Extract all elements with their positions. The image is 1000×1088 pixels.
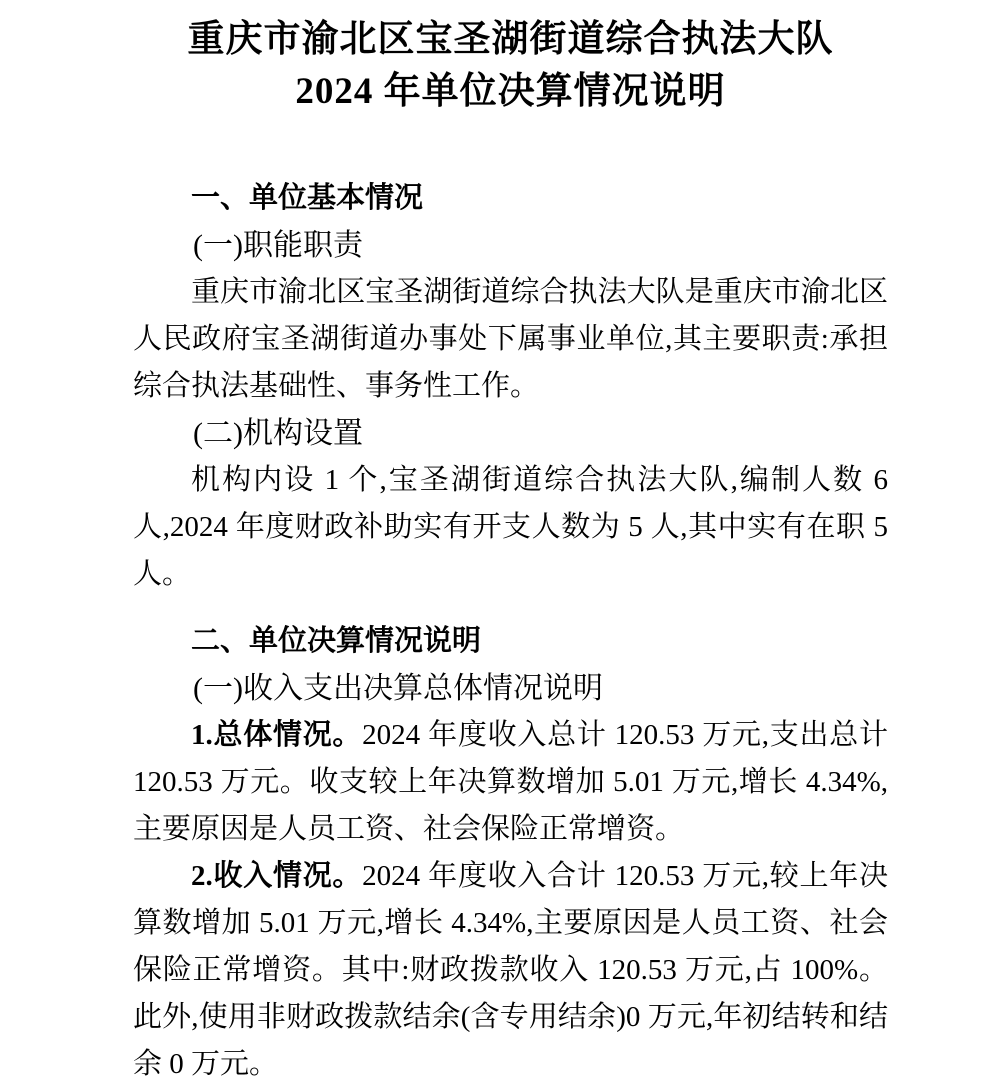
paragraph-overall-situation-text: 2024 年度收入总计 120.53 万元,支出总计 120.53 万元。收支较上年决算数增加 5.01 万元,增长 4.34%,主要原因是人员工资、社会保险正常增资。 xyxy=(133,719,888,845)
paragraph-income-situation-lead: 2.收入情况。 xyxy=(191,860,363,892)
sub-heading-income-expenditure-overview: (一)收入支出决算总体情况说明 xyxy=(193,672,603,705)
paragraph-duties: 重庆市渝北区宝圣湖街道综合执法大队是重庆市渝北区人民政府宝圣湖街道办事处下属事业单位,其主要职责:承担综合执法基础性、事务性工作。 xyxy=(133,276,888,402)
paragraph-overall-situation xyxy=(133,712,888,853)
paragraph-organization: 机构内设 1 个,宝圣湖街道综合执法大队,编制人数 6 人,2024 年度财政补助实有开支人数为 5 人,其中实有在职 5 人。 xyxy=(133,464,888,590)
section-heading-basic-info: 一、单位基本情况 xyxy=(191,182,424,214)
paragraph-overall-situation-lead: 1.总体情况。 xyxy=(191,719,363,751)
paragraph-income-situation xyxy=(133,853,888,1088)
document-title-line-1: 重庆市渝北区宝圣湖街道综合执法大队 xyxy=(187,19,834,60)
document-title-line-2: 2024 年单位决算情况说明 xyxy=(295,71,726,112)
paragraph-income-situation-text: 2024 年度收入合计 120.53 万元,较上年决算数增加 5.01 万元,增长 4.34%,主要原因是人员工资、社会保险正常增资。其中:财政拨款收入 120.53 万元,占 100%。此外,使用非财政拨款结余(含专用结余)0 万元,年初结转和结余 0 万元。 xyxy=(133,860,888,1080)
sub-heading-duties: (一)职能职责 xyxy=(193,229,363,262)
section-heading-final-accounts: 二、单位决算情况说明 xyxy=(191,625,482,657)
document-title xyxy=(133,14,888,118)
sub-heading-organization: (二)机构设置 xyxy=(193,417,363,450)
